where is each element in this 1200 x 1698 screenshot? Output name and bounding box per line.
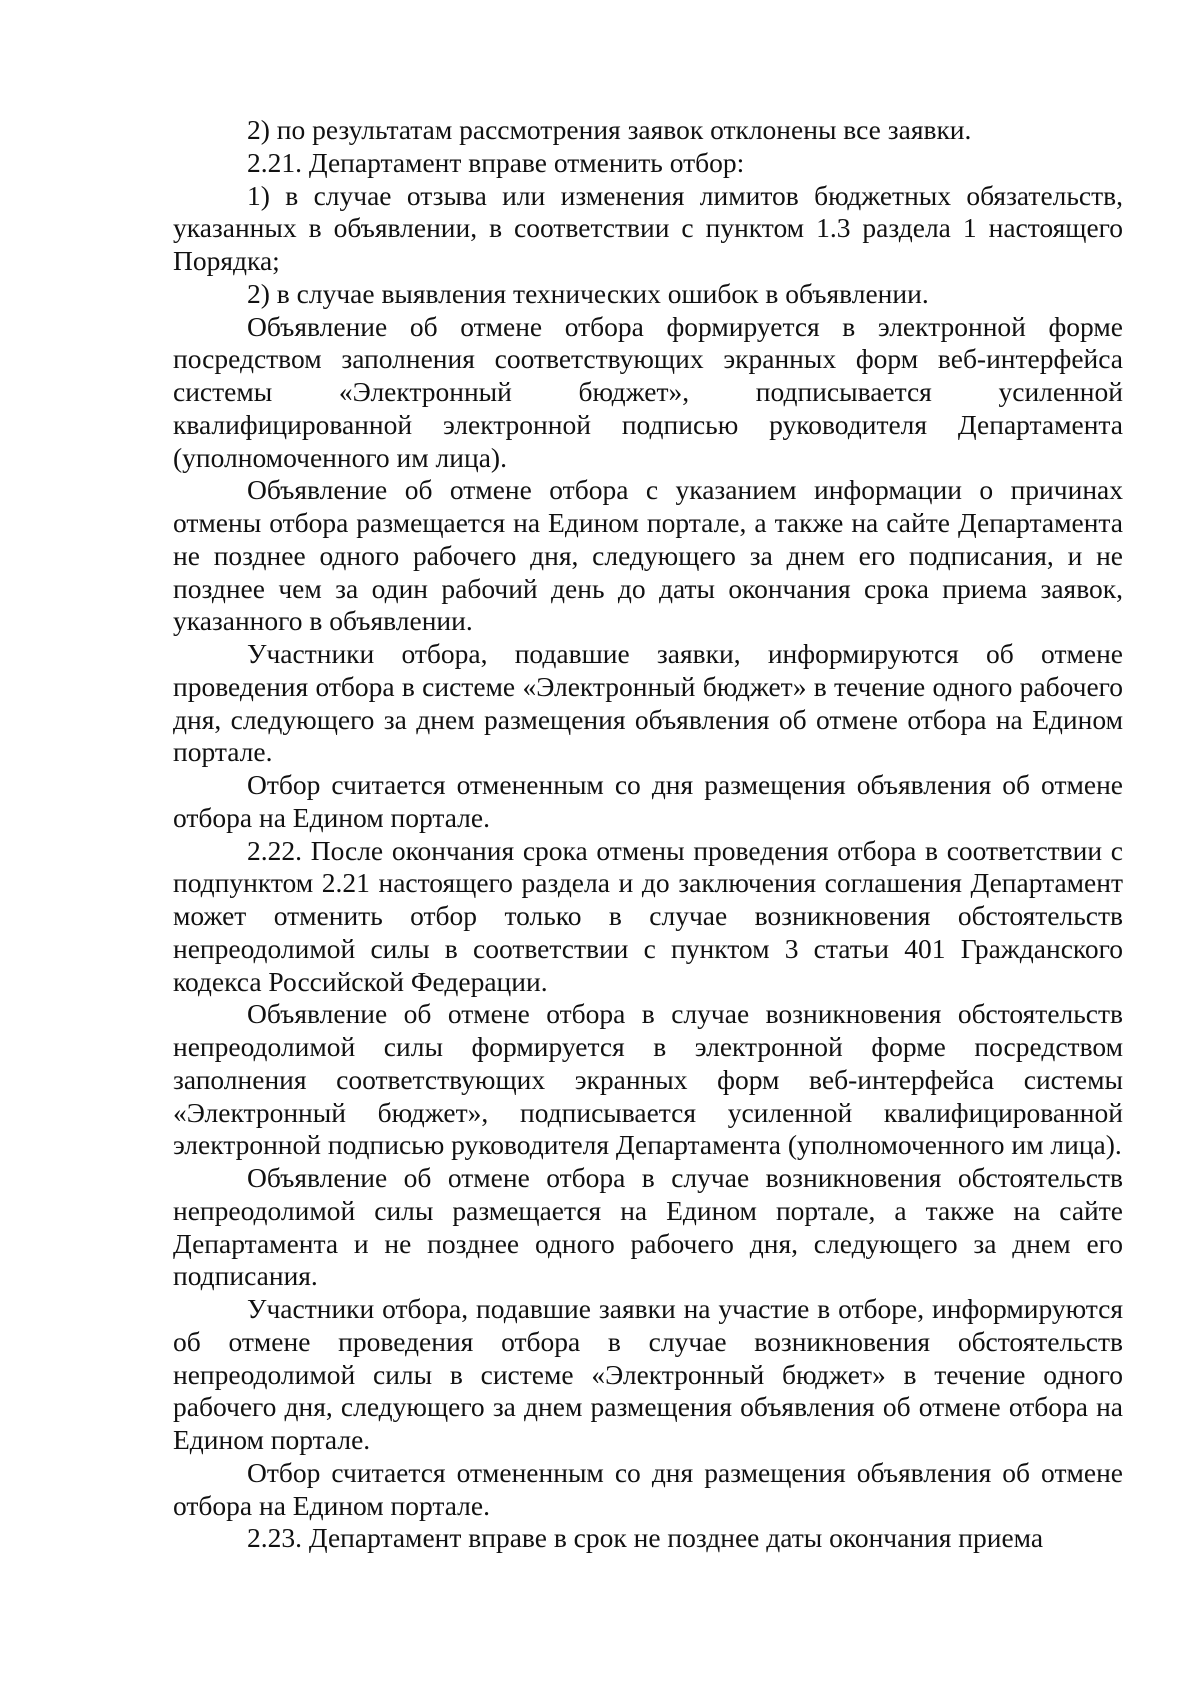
paragraph-selection-cancelled: Отбор считается отмененным со дня размещения объявления об отмене отбора на Едином портале. [173,769,1123,833]
paragraph-force-majeure-form: Объявление об отмене отбора в случае возникновения обстоятельств непреодолимой силы формируется в электронной форме посредством заполнения соответствующих экранных форм веб-интерфейса системы «Электронный бюджет», подписывается усиленной квалифицированной электронной подписью руководителя Департамента (уполномоченного им лица). [173,998,1123,1161]
paragraph-2-21-heading: 2.21. Департамент вправе отменить отбор: [247,146,745,178]
paragraph-force-majeure-cancelled: Отбор считается отмененным со дня размещения объявления об отмене отбора на Едином портале. [173,1456,1123,1521]
paragraph-cancel-announcement-publication: Объявление об отмене отбора с указанием информации о причинах отмены отбора размещается на Едином портале, а также на сайте Департамента не позднее одного рабочего дня, следующего за днем его подписания, и не позднее чем за один рабочий день до даты окончания срока приема заявок, указанного в объявлении. [173,474,1123,637]
paragraph-2-21-item-2: 2) в случае выявления технических ошибок в объявлении. [247,277,929,309]
paragraph-2-23: 2.23. Департамент вправе в срок не позднее даты окончания приема [247,1522,1044,1554]
paragraph-2-22: 2.22. После окончания срока отмены проведения отбора в соответствии с подпунктом 2.21 настоящего раздела и до заключения соглашения Департамент может отменить отбор только в случае возникновения обстоятельств непреодолимой силы в соответствии с пунктом 3 статьи 401 Гражданского кодекса Российской Федерации. [173,834,1123,997]
paragraph-2-21-item-1: 1) в случае отзыва или изменения лимитов бюджетных обязательств, указанных в объявлении, в соответствии с пунктом 1.3 раздела 1 настоящего Порядка; [173,179,1123,276]
document-body [173,114,1123,1555]
paragraph-force-majeure-participants: Участники отбора, подавшие заявки на участие в отборе, информируются об отмене проведения отбора в случае возникновения обстоятельств непреодолимой силы в системе «Электронный бюджет» в течение одного рабочего дня, следующего за днем размещения объявления об отмене отбора на Едином портале. [173,1293,1123,1455]
paragraph-rejected-all: 2) по результатам рассмотрения заявок отклонены все заявки. [247,114,972,145]
paragraph-cancel-announcement-form: Объявление об отмене отбора формируется в электронной форме посредством заполнения соответствующих экранных форм веб-интерфейса системы «Электронный бюджет», подписывается усиленной квалифицированной электронной подписью руководителя Департамента (уполномоченного им лица). [173,310,1123,473]
paragraph-force-majeure-publication: Объявление об отмене отбора в случае возникновения обстоятельств непреодолимой силы размещается на Едином портале, а также на сайте Департамента и не позднее одного рабочего дня, следующего за днем его подписания. [173,1162,1123,1292]
paragraph-participants-informed: Участники отбора, подавшие заявки, информируются об отмене проведения отбора в системе «Электронный бюджет» в течение одного рабочего дня, следующего за днем размещения объявления об отмене отбора на Едином портале. [173,638,1123,768]
